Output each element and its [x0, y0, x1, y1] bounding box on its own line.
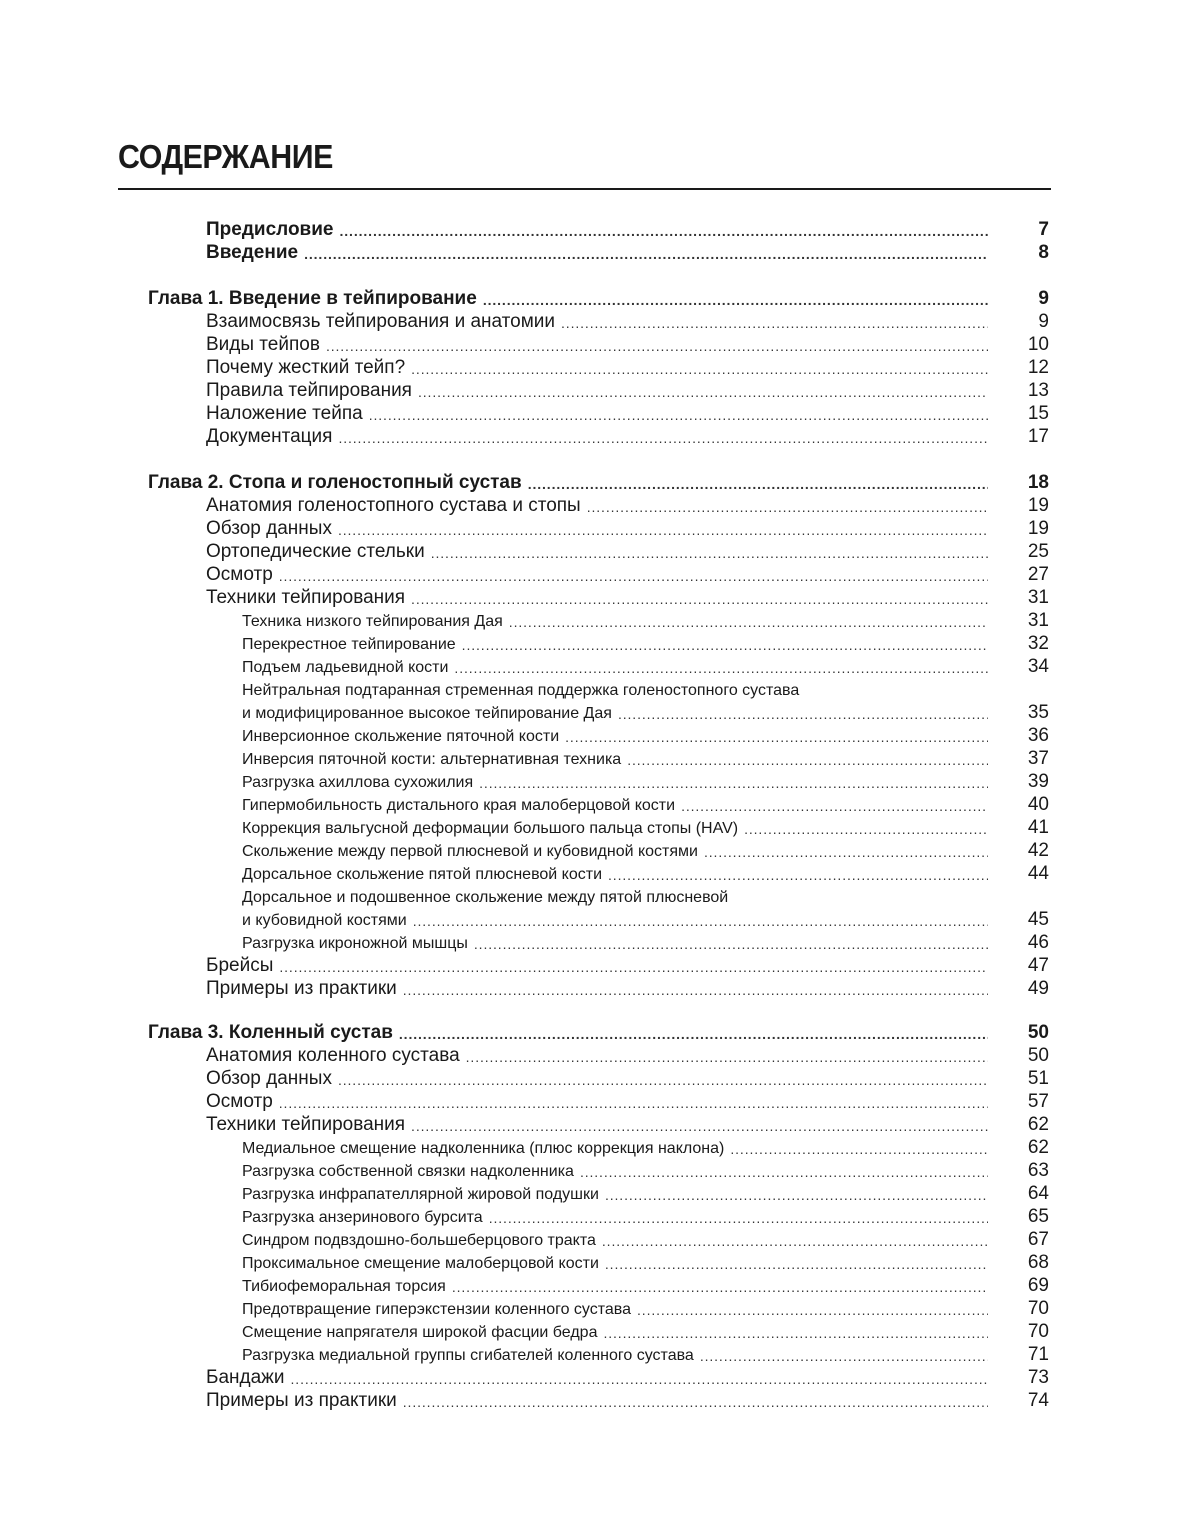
toc-page-number: 9 [1038, 311, 1049, 332]
toc-page-number: 19 [1027, 495, 1049, 516]
dot-leader [304, 247, 988, 262]
toc-chapter-row[interactable] [148, 468, 1049, 493]
toc-entry-row[interactable] [242, 1248, 1049, 1273]
toc-entry-label: Дорсальное и подошвенное скольжение между пятой плюсневой [242, 889, 729, 906]
dot-leader [411, 592, 988, 607]
toc-entry-label: Нейтральная подтаранная стременная поддержка голеностопного сустава [242, 682, 800, 699]
toc-entry-label: Разгрузка анзеринового бурсита [242, 1210, 489, 1226]
toc-page-number: 65 [1027, 1206, 1049, 1227]
toc-page-number: 73 [1027, 1367, 1049, 1388]
toc-entry-label: Дорсальное скольжение пятой плюсневой кости [242, 867, 608, 883]
toc-entry-label: Бандажи [206, 1368, 291, 1387]
toc-entry-row[interactable] [242, 790, 1049, 815]
toc-entry-label: Инверсия пяточной кости: альтернативная техника [242, 752, 627, 768]
toc-entry-label: Проксимальное смещение малоберцовой кости [242, 1256, 605, 1272]
toc-page-number: 19 [1027, 518, 1049, 539]
toc-entry-label: Анатомия голеностопного сустава и стопы [206, 496, 587, 515]
toc-entry-row[interactable] [206, 491, 1049, 516]
dot-leader [627, 753, 988, 768]
toc-entry-label: Обзор данных [206, 519, 338, 538]
toc-page-number: 71 [1027, 1344, 1049, 1365]
toc-entry-row[interactable] [242, 744, 1049, 769]
dot-leader [279, 1096, 988, 1111]
toc-page-number: 51 [1027, 1068, 1049, 1089]
toc-entry-label: Синдром подвздошно-большеберцового тракта [242, 1233, 602, 1249]
toc-entry-row[interactable] [206, 353, 1049, 378]
toc-entry-label: Анатомия коленного сустава [206, 1046, 466, 1065]
toc-entry-label: Почему жесткий тейп? [206, 358, 411, 377]
toc-entry-row[interactable] [206, 399, 1049, 424]
toc-entry-row[interactable] [206, 330, 1049, 355]
toc-entry-label: Наложение тейпа [206, 404, 369, 423]
toc-page-number: 39 [1027, 771, 1049, 792]
toc-entry-row[interactable] [242, 1225, 1049, 1250]
toc-entry-label: Глава 3. Коленный сустав [148, 1023, 399, 1042]
dot-leader [580, 1165, 988, 1180]
dot-leader [483, 293, 988, 308]
toc-entry-row[interactable] [242, 836, 1049, 861]
toc-page-number: 41 [1027, 817, 1049, 838]
dot-leader [340, 224, 989, 239]
toc-entry-row[interactable] [206, 1087, 1049, 1112]
dot-leader [291, 1372, 988, 1387]
toc-entry-row[interactable] [206, 537, 1049, 562]
dot-leader [411, 1119, 988, 1134]
toc-page-number: 8 [1038, 242, 1049, 263]
toc-page-number: 25 [1027, 541, 1049, 562]
dot-leader [326, 339, 988, 354]
dot-leader [369, 408, 988, 423]
toc-entry-row[interactable] [242, 1271, 1049, 1296]
dot-leader [338, 1073, 988, 1088]
dot-leader [603, 1326, 988, 1341]
toc-entry-row[interactable] [206, 238, 1049, 263]
toc-entry-label: Глава 1. Введение в тейпирование [148, 289, 483, 308]
toc-entry-row[interactable] [206, 1363, 1049, 1388]
toc-entry-row[interactable] [242, 1294, 1049, 1319]
toc-page-number: 32 [1027, 633, 1049, 654]
dot-leader [608, 868, 988, 883]
toc-page-number: 74 [1027, 1390, 1049, 1411]
toc-entry-label: Подъем ладьевидной кости [242, 660, 454, 676]
dot-leader [587, 500, 988, 515]
toc-entry-row[interactable] [206, 1041, 1049, 1066]
toc-entry-label: Виды тейпов [206, 335, 326, 354]
dot-leader [474, 937, 988, 952]
toc-chapter-row[interactable] [148, 284, 1049, 309]
toc-entry-label: Медиальное смещение надколенника (плюс коррекция наклона) [242, 1141, 730, 1157]
toc-entry-label: Перекрестное тейпирование [242, 637, 462, 653]
toc-entry-label: Техники тейпирования [206, 1115, 411, 1134]
toc-page-number: 15 [1027, 403, 1049, 424]
toc-entry-label: Разгрузка инфрапателлярной жировой подушки [242, 1187, 605, 1203]
toc-page-number: 7 [1038, 219, 1049, 240]
toc-page-number: 62 [1027, 1114, 1049, 1135]
dot-leader [637, 1303, 988, 1318]
toc-entry-label: Гипермобильность дистального края малоберцовой кости [242, 798, 681, 814]
dot-leader [605, 1257, 988, 1272]
dot-leader [452, 1280, 988, 1295]
dot-leader [618, 707, 988, 722]
dot-leader [730, 1142, 988, 1157]
toc-page-number: 70 [1027, 1298, 1049, 1319]
toc-page-number: 17 [1027, 426, 1049, 447]
toc-page-number: 34 [1027, 656, 1049, 677]
toc-entry-label: Техника низкого тейпирования Дая [242, 614, 509, 630]
toc-entry-label: Разгрузка ахиллова сухожилия [242, 775, 479, 791]
dot-leader [489, 1211, 988, 1226]
dot-leader [338, 523, 988, 538]
toc-entry-row[interactable] [206, 1386, 1049, 1411]
toc-page-number: 18 [1027, 472, 1049, 493]
toc-entry-label: Разгрузка собственной связки надколенника [242, 1164, 580, 1180]
toc-entry-label: Введение [206, 243, 304, 262]
dot-leader [528, 477, 988, 492]
dot-leader [279, 960, 988, 975]
dot-leader [454, 661, 988, 676]
toc-page-number: 12 [1027, 357, 1049, 378]
toc-chapter-row[interactable] [148, 1018, 1049, 1043]
toc-entry-label: Осмотр [206, 565, 279, 584]
toc-page-number: 35 [1027, 702, 1049, 723]
toc-entry-row[interactable] [206, 514, 1049, 539]
toc-page-number: 10 [1027, 334, 1049, 355]
dot-leader [602, 1234, 988, 1249]
toc-entry-label: Смещение напрягателя широкой фасции бедра [242, 1325, 603, 1341]
toc-entry-row[interactable] [206, 951, 1049, 976]
dot-leader [700, 1349, 988, 1364]
toc-entry-row[interactable] [242, 1340, 1049, 1365]
toc-page-number: 31 [1027, 587, 1049, 608]
toc-entry-label: Глава 2. Стопа и голеностопный сустав [148, 473, 528, 492]
toc-entry-label: Предотвращение гиперэкстензии коленного сустава [242, 1302, 637, 1318]
toc-page-number: 64 [1027, 1183, 1049, 1204]
toc-page-number: 69 [1027, 1275, 1049, 1296]
toc-page-number: 68 [1027, 1252, 1049, 1273]
toc-entry-label: и модифицированное высокое тейпирование Дая [242, 706, 618, 722]
toc-entry-label: Взаимосвязь тейпирования и анатомии [206, 312, 561, 331]
toc-entry-row[interactable] [242, 1179, 1049, 1204]
dot-leader [479, 776, 988, 791]
toc-page-number: 13 [1027, 380, 1049, 401]
dot-leader [462, 638, 988, 653]
dot-leader [279, 569, 988, 584]
toc-entry-row[interactable] [242, 859, 1049, 884]
toc-entry-label: Разгрузка икроножной мышцы [242, 936, 474, 952]
toc-entry-row[interactable] [242, 606, 1049, 631]
dot-leader [418, 385, 988, 400]
toc-entry-row[interactable] [206, 583, 1049, 608]
dot-leader [681, 799, 988, 814]
toc-entry-label: Осмотр [206, 1092, 279, 1111]
dot-leader [413, 914, 988, 929]
toc-entry-row[interactable] [242, 1133, 1049, 1158]
toc-entry-row[interactable] [206, 1110, 1049, 1135]
toc-page-number: 62 [1027, 1137, 1049, 1158]
toc-entry-label: Коррекция вальгусной деформации большого пальца стопы (HAV) [242, 821, 744, 837]
toc-entry-row[interactable] [206, 1064, 1049, 1089]
toc-entry-row[interactable] [206, 422, 1049, 447]
toc-entry-label: Примеры из практики [206, 1391, 403, 1410]
toc-entry-row[interactable] [242, 813, 1049, 838]
toc-entry-label: Тибиофеморальная торсия [242, 1279, 452, 1295]
toc-page-number: 37 [1027, 748, 1049, 769]
toc-entry-row[interactable] [206, 376, 1049, 401]
dot-leader [403, 983, 988, 998]
toc-entry-row[interactable] [242, 928, 1049, 953]
dot-leader [744, 822, 988, 837]
toc-entry-label: Инверсионное скольжение пяточной кости [242, 729, 565, 745]
toc-entry-label: Правила тейпирования [206, 381, 418, 400]
dot-leader [403, 1395, 988, 1410]
toc-page-number: 63 [1027, 1160, 1049, 1181]
toc-page-number: 49 [1027, 978, 1049, 999]
toc-page-number: 44 [1027, 863, 1049, 884]
dot-leader [605, 1188, 988, 1203]
toc-page-number: 9 [1038, 288, 1049, 309]
toc-page-number: 70 [1027, 1321, 1049, 1342]
dot-leader [431, 546, 988, 561]
toc-entry-row[interactable] [206, 307, 1049, 332]
toc-entry-label: Скольжение между первой плюсневой и кубовидной костями [242, 844, 704, 860]
toc-entry-row[interactable] [206, 215, 1049, 240]
toc-entry-label: Брейсы [206, 956, 279, 975]
toc-page-number: 57 [1027, 1091, 1049, 1112]
toc-entry-row[interactable] [242, 652, 1049, 677]
toc-page-number: 45 [1027, 909, 1049, 930]
dot-leader [561, 316, 988, 331]
toc-page-number: 42 [1027, 840, 1049, 861]
toc-page-number: 40 [1027, 794, 1049, 815]
toc-entry-row[interactable] [242, 721, 1049, 746]
toc-page-number: 67 [1027, 1229, 1049, 1250]
toc-entry-row[interactable] [242, 1156, 1049, 1181]
toc-entry-row[interactable] [206, 974, 1049, 999]
toc-entry-row[interactable] [242, 1202, 1049, 1227]
toc-entry-label: Ортопедические стельки [206, 542, 431, 561]
toc-entry-row[interactable] [242, 1317, 1049, 1342]
toc-entry-label: Документация [206, 427, 338, 446]
toc-page-number: 36 [1027, 725, 1049, 746]
page-title: СОДЕРЖАНИЕ [118, 138, 333, 175]
toc-entry-label: и кубовидной костями [242, 913, 413, 929]
toc-entry-row[interactable] [206, 560, 1049, 585]
toc-page-number: 46 [1027, 932, 1049, 953]
toc-entry-label: Примеры из практики [206, 979, 403, 998]
dot-leader [565, 730, 988, 745]
toc-entry-label: Обзор данных [206, 1069, 338, 1088]
toc-entry-row[interactable] [242, 698, 1049, 723]
toc-entry-label: Предисловие [206, 220, 340, 239]
dot-leader [399, 1027, 988, 1042]
toc-entry-row[interactable] [242, 905, 1049, 930]
toc-page-number: 31 [1027, 610, 1049, 631]
dot-leader [411, 362, 988, 377]
dot-leader [466, 1050, 988, 1065]
toc-entry-label: Разгрузка медиальной группы сгибателей коленного сустава [242, 1348, 700, 1364]
toc-page-number: 50 [1027, 1022, 1049, 1043]
dot-leader [509, 615, 988, 630]
toc-entry-label: Техники тейпирования [206, 588, 411, 607]
toc-page-number: 27 [1027, 564, 1049, 585]
toc-entry-row[interactable] [242, 629, 1049, 654]
toc-page-number: 50 [1027, 1045, 1049, 1066]
dot-leader [704, 845, 988, 860]
toc-entry-row[interactable] [242, 767, 1049, 792]
dot-leader [338, 431, 988, 446]
toc-page-number: 47 [1027, 955, 1049, 976]
